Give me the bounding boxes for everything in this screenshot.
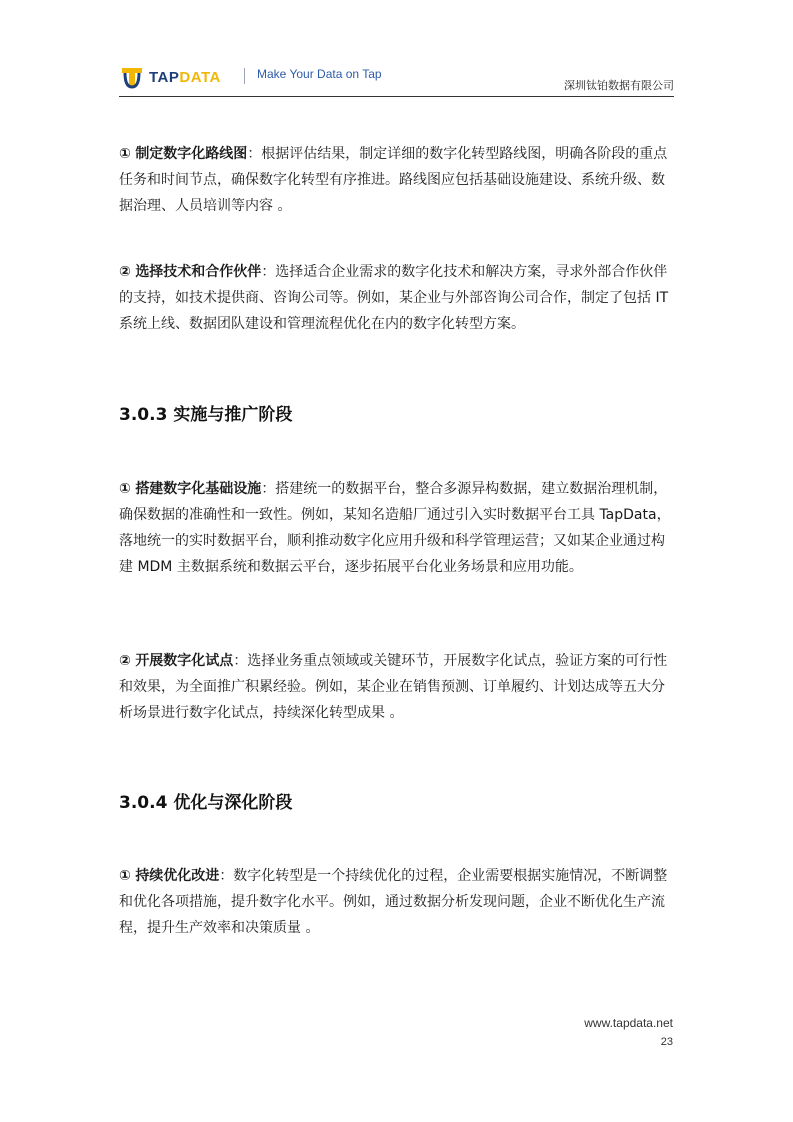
item-text: ：根据评估结果，制定详细的数字化转型路线图，明确各阶段的重点任务和时间节点，确保数字化转型有序推进。路线图应包括基础设施建设、系统升级、数据治理、人员培训等内容 。 [119, 146, 668, 214]
company-name: 深圳钛铂数据有限公司 [564, 79, 674, 92]
section-title-implementation: 3.0.3 实施与推广阶段 [119, 405, 293, 425]
footer-website-link[interactable]: www.tapdata.net [584, 1016, 673, 1030]
tapdata-logo-icon [119, 64, 145, 90]
item-number: ① [119, 481, 131, 497]
section-title-optimization: 3.0.4 优化与深化阶段 [119, 793, 293, 813]
item-text: ：选择业务重点领域或关键环节，开展数字化试点，验证方案的可行性和效果，为全面推广积累经验。例如，某企业在销售预测、订单履约、计划达成等五大分析场景进行数字化试点，持续深化转型成果 。 [119, 653, 668, 721]
item-number: ① [119, 146, 131, 162]
paragraph-pilot [119, 648, 677, 726]
item-text: ：数字化转型是一个持续优化的过程，企业需要根据实施情况，不断调整和优化各项措施，提升数字化水平。例如，通过数据分析发现问题，企业不断优化生产流程，提升生产效率和决策质量 。 [119, 868, 668, 936]
item-number: ② [119, 653, 131, 669]
header-slogan: Make Your Data on Tap [257, 67, 382, 81]
item-heading: 持续优化改进 [135, 868, 220, 884]
item-heading: 选择技术和合作伙伴 [135, 264, 262, 280]
logo-wordmark-data: DATA [179, 68, 221, 86]
item-heading: 制定数字化路线图 [135, 146, 248, 162]
paragraph-partners [119, 259, 677, 337]
tapdata-logo [119, 64, 221, 90]
page-header [119, 62, 674, 97]
page-number: 23 [660, 1036, 673, 1048]
paragraph-roadmap [119, 141, 677, 219]
item-heading: 搭建数字化基础设施 [135, 481, 262, 497]
header-divider [244, 68, 245, 84]
paragraph-infrastructure [119, 476, 677, 580]
logo-wordmark-tap: TAP [149, 68, 180, 86]
item-number: ② [119, 264, 131, 280]
item-number: ① [119, 868, 131, 884]
paragraph-continuous-improvement [119, 863, 677, 941]
logo-wordmark [149, 69, 221, 86]
item-text: ：搭建统一的数据平台，整合多源异构数据，建立数据治理机制，确保数据的准确性和一致性。例如，某知名造船厂通过引入实时数据平台工具 TapData，落地统一的实时数据平台，顺利推动数字化应用升级和科学管理运营；又如某企业通过构建 MDM 主数据系统和数据云平台，逐步拓展平台化业务场景和应用功能。 [119, 481, 671, 575]
item-text: ：选择适合企业需求的数字化技术和解决方案，寻求外部合作伙伴的支持，如技术提供商、咨询公司等。例如，某企业与外部咨询公司合作，制定了包括 IT 系统上线、数据团队建设和管理流程优化在内的数字化转型方案。 [119, 264, 669, 332]
item-heading: 开展数字化试点 [135, 653, 234, 669]
